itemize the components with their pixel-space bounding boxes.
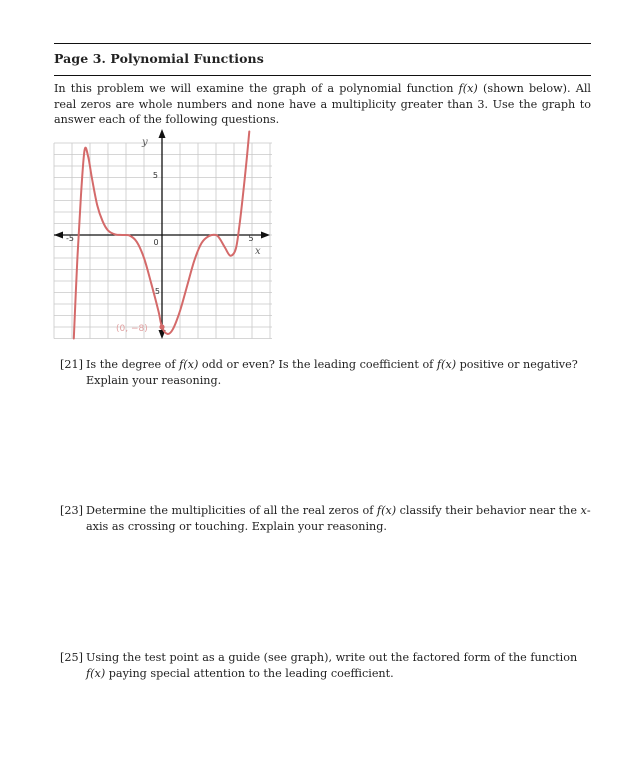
question-text-part: Is the degree of bbox=[86, 358, 180, 371]
y-axis-top-arrow bbox=[159, 129, 166, 138]
tick-label-origin: 0 bbox=[153, 238, 159, 247]
question-fx: f(x) bbox=[179, 358, 199, 371]
question-text bbox=[86, 650, 591, 681]
y-axis-label: y bbox=[142, 137, 148, 148]
test-point-marker bbox=[159, 324, 164, 329]
intro-paragraph bbox=[54, 81, 591, 128]
question-23 bbox=[60, 503, 591, 534]
question-text-part: classify their behavior near the bbox=[396, 504, 581, 517]
tick-label-y-5: 5 bbox=[152, 171, 158, 180]
question-text-part: odd or even? Is the leading coefficient of bbox=[198, 358, 437, 371]
intro-text-2: (shown below). All real zeros are whole numbers and none have a multiplicity greater than 3. Use the graph to answer each of the following questions. bbox=[54, 82, 591, 127]
tick-label-x-neg5: -5 bbox=[66, 234, 74, 243]
page-title: Page 3. Polynomial Functions bbox=[54, 51, 264, 66]
intro-text-1: In this problem we will examine the graph of a polynomial function bbox=[54, 82, 459, 95]
question-text-part: Determine the multiplicities of all the real zeros of bbox=[86, 504, 377, 517]
question-fx: f(x) bbox=[436, 358, 457, 371]
question-number: [21] bbox=[60, 358, 83, 371]
question-25 bbox=[60, 650, 591, 681]
question-21 bbox=[60, 357, 591, 388]
question-text bbox=[86, 503, 591, 534]
question-number: [23] bbox=[60, 504, 83, 517]
polynomial-graph bbox=[52, 128, 272, 343]
question-fx: f(x) bbox=[86, 666, 106, 680]
question-text-part: paying special attention to the leading coefficient. bbox=[105, 666, 394, 680]
question-text-part: -axis as crossing or touching. Explain your reasoning. bbox=[86, 504, 591, 533]
x-axis-right-arrow bbox=[261, 232, 270, 239]
x-axis-label: x bbox=[255, 246, 261, 257]
question-text-part: Using the test point as a guide (see graph), write out the factored form of the function bbox=[86, 651, 578, 664]
question-text-part: positive or negative? Explain your reasoning. bbox=[86, 358, 578, 387]
tick-label-x-5: 5 bbox=[248, 234, 254, 243]
x-axis-left-arrow bbox=[54, 232, 63, 239]
tick-label-y-neg5: -5 bbox=[152, 287, 160, 296]
test-point-label: (0, −8) bbox=[116, 324, 148, 334]
question-x: x bbox=[580, 504, 587, 517]
graph-grid bbox=[54, 143, 272, 339]
question-fx: f(x) bbox=[376, 504, 397, 517]
question-text bbox=[86, 357, 591, 388]
question-number: [25] bbox=[60, 651, 83, 664]
top-rule bbox=[54, 43, 591, 44]
title-rule bbox=[54, 75, 591, 76]
intro-fx: f(x) bbox=[458, 82, 478, 95]
